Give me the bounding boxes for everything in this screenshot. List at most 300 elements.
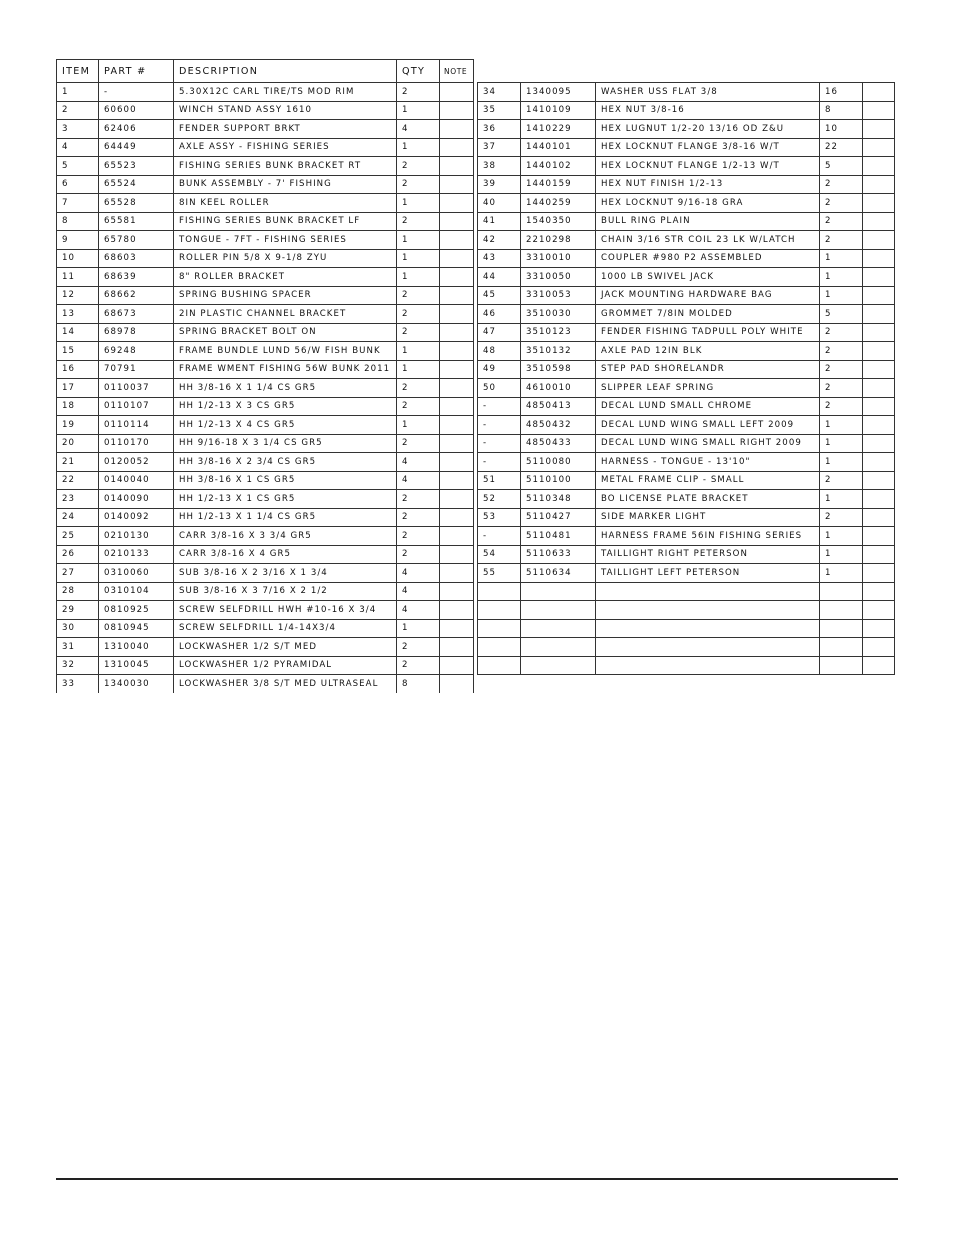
qty-cell: 2 (397, 305, 440, 324)
table-row (57, 508, 474, 527)
item-cell: 19 (57, 416, 99, 435)
note-cell (863, 157, 895, 176)
description-cell: CARR 3/8-16 X 4 GR5 (174, 545, 397, 564)
note-cell (440, 582, 474, 601)
qty-cell: 2 (820, 323, 863, 342)
part-number-cell: 1410109 (521, 101, 596, 120)
description-cell: ROLLER PIN 5/8 X 9-1/8 ZYU (174, 249, 397, 268)
description-cell: LOCKWASHER 1/2 PYRAMIDAL (174, 656, 397, 675)
description-cell: DECAL LUND WING SMALL LEFT 2009 (596, 416, 820, 435)
table-row (478, 527, 895, 546)
description-cell (596, 582, 820, 601)
header-item: ITEM (57, 60, 99, 83)
qty-cell: 4 (397, 471, 440, 490)
qty-cell: 2 (820, 508, 863, 527)
part-number-cell (521, 601, 596, 620)
item-cell (478, 619, 521, 638)
part-number-cell: 68978 (99, 323, 174, 342)
qty-cell: 2 (397, 212, 440, 231)
item-cell: 7 (57, 194, 99, 213)
table-row (57, 231, 474, 250)
part-number-cell: 0110114 (99, 416, 174, 435)
description-cell: LOCKWASHER 1/2 S/T MED (174, 638, 397, 657)
description-cell: SCREW SELFDRILL HWH #10-16 X 3/4 (174, 601, 397, 620)
part-number-cell: 1310045 (99, 656, 174, 675)
part-number-cell: 60600 (99, 101, 174, 120)
item-cell: 17 (57, 379, 99, 398)
qty-cell: 2 (397, 286, 440, 305)
item-cell (478, 601, 521, 620)
part-number-cell: 0120052 (99, 453, 174, 472)
part-number-cell: 3310050 (521, 268, 596, 287)
note-cell (863, 564, 895, 583)
table-row (478, 453, 895, 472)
note-cell (863, 638, 895, 657)
qty-cell: 5 (820, 157, 863, 176)
note-cell (863, 490, 895, 509)
note-cell (440, 194, 474, 213)
note-cell (440, 379, 474, 398)
description-cell: HEX LOCKNUT 9/16-18 GRA (596, 194, 820, 213)
qty-cell: 8 (820, 101, 863, 120)
table-row (57, 471, 474, 490)
description-cell: FENDER FISHING TADPULL POLY WHITE (596, 323, 820, 342)
item-cell: 3 (57, 120, 99, 139)
part-number-cell: - (99, 83, 174, 102)
qty-cell: 2 (820, 175, 863, 194)
qty-cell: 2 (397, 527, 440, 546)
item-cell (478, 656, 521, 675)
part-number-cell: 62406 (99, 120, 174, 139)
item-cell: 46 (478, 305, 521, 324)
item-cell: 44 (478, 268, 521, 287)
item-cell: 22 (57, 471, 99, 490)
table-row (478, 619, 895, 638)
item-cell: 41 (478, 212, 521, 231)
table-row (57, 416, 474, 435)
qty-cell: 1 (397, 231, 440, 250)
table-row (478, 471, 895, 490)
qty-cell: 4 (397, 120, 440, 139)
note-cell (863, 194, 895, 213)
item-cell: 35 (478, 101, 521, 120)
qty-cell: 1 (820, 453, 863, 472)
part-number-cell: 69248 (99, 342, 174, 361)
part-number-cell: 0310060 (99, 564, 174, 583)
note-cell (863, 83, 895, 102)
qty-cell: 2 (820, 379, 863, 398)
description-cell (596, 638, 820, 657)
description-cell: LOCKWASHER 3/8 S/T MED ULTRASEAL (174, 675, 397, 694)
part-number-cell: 1540350 (521, 212, 596, 231)
part-number-cell (521, 638, 596, 657)
qty-cell: 2 (397, 545, 440, 564)
description-cell: HH 1/2-13 X 4 CS GR5 (174, 416, 397, 435)
qty-cell (820, 619, 863, 638)
item-cell: 42 (478, 231, 521, 250)
qty-cell (820, 582, 863, 601)
note-cell (440, 157, 474, 176)
description-cell: HEX LUGNUT 1/2-20 13/16 OD Z&U (596, 120, 820, 139)
table-row (57, 638, 474, 657)
note-cell (863, 286, 895, 305)
description-cell: DECAL LUND SMALL CHROME (596, 397, 820, 416)
table-row (57, 101, 474, 120)
table-row (478, 379, 895, 398)
item-cell: 45 (478, 286, 521, 305)
part-number-cell: 2210298 (521, 231, 596, 250)
qty-cell: 2 (820, 231, 863, 250)
part-number-cell: 68662 (99, 286, 174, 305)
item-cell: 47 (478, 323, 521, 342)
part-number-cell: 3310010 (521, 249, 596, 268)
table-row (478, 231, 895, 250)
part-number-cell: 1440259 (521, 194, 596, 213)
item-cell: 10 (57, 249, 99, 268)
qty-cell: 1 (397, 619, 440, 638)
note-cell (440, 120, 474, 139)
note-cell (440, 638, 474, 657)
qty-cell: 2 (820, 342, 863, 361)
part-number-cell (521, 582, 596, 601)
item-cell: 49 (478, 360, 521, 379)
table-row (478, 323, 895, 342)
part-number-cell: 3310053 (521, 286, 596, 305)
qty-cell: 1 (397, 360, 440, 379)
description-cell: HARNESS FRAME 56IN FISHING SERIES (596, 527, 820, 546)
part-number-cell: 65523 (99, 157, 174, 176)
item-cell: 37 (478, 138, 521, 157)
note-cell (863, 453, 895, 472)
table-row (57, 360, 474, 379)
part-number-cell: 0210133 (99, 545, 174, 564)
part-number-cell: 1440102 (521, 157, 596, 176)
page-footer-rule (56, 1178, 898, 1180)
item-cell: 30 (57, 619, 99, 638)
description-cell: HH 3/8-16 X 1 CS GR5 (174, 471, 397, 490)
note-cell (440, 508, 474, 527)
note-cell (863, 323, 895, 342)
note-cell (863, 342, 895, 361)
item-cell: 4 (57, 138, 99, 157)
table-row (478, 83, 895, 102)
note-cell (440, 268, 474, 287)
description-cell: SPRING BRACKET BOLT ON (174, 323, 397, 342)
description-cell: 1000 LB SWIVEL JACK (596, 268, 820, 287)
note-cell (440, 286, 474, 305)
note-cell (440, 175, 474, 194)
table-row (478, 545, 895, 564)
description-cell: HH 9/16-18 X 3 1/4 CS GR5 (174, 434, 397, 453)
item-cell: 36 (478, 120, 521, 139)
table-row (57, 323, 474, 342)
description-cell: FISHING SERIES BUNK BRACKET LF (174, 212, 397, 231)
part-number-cell: 0210130 (99, 527, 174, 546)
note-cell (440, 527, 474, 546)
part-number-cell: 4850413 (521, 397, 596, 416)
part-number-cell: 1340095 (521, 83, 596, 102)
description-cell: SIDE MARKER LIGHT (596, 508, 820, 527)
qty-cell: 1 (820, 268, 863, 287)
note-cell (863, 434, 895, 453)
item-cell: 14 (57, 323, 99, 342)
part-number-cell: 64449 (99, 138, 174, 157)
description-cell: 8" ROLLER BRACKET (174, 268, 397, 287)
parts-table-left (56, 59, 474, 693)
description-cell: BUNK ASSEMBLY - 7' FISHING (174, 175, 397, 194)
item-cell: 5 (57, 157, 99, 176)
description-cell: SPRING BUSHING SPACER (174, 286, 397, 305)
table-row (57, 582, 474, 601)
part-number-cell: 0810925 (99, 601, 174, 620)
qty-cell: 2 (820, 471, 863, 490)
note-cell (863, 508, 895, 527)
table-row (57, 453, 474, 472)
note-cell (440, 453, 474, 472)
qty-cell: 4 (397, 564, 440, 583)
note-cell (863, 231, 895, 250)
qty-cell: 1 (397, 416, 440, 435)
qty-cell: 2 (397, 638, 440, 657)
note-cell (863, 397, 895, 416)
qty-cell: 1 (397, 138, 440, 157)
header-note: NOTE (440, 60, 474, 83)
qty-cell: 2 (397, 157, 440, 176)
part-number-cell: 0310104 (99, 582, 174, 601)
table-row (57, 527, 474, 546)
part-number-cell: 65581 (99, 212, 174, 231)
header-qty: QTY (397, 60, 440, 83)
table-row (57, 305, 474, 324)
item-cell: 28 (57, 582, 99, 601)
part-number-cell (521, 619, 596, 638)
part-number-cell: 65780 (99, 231, 174, 250)
item-cell: 12 (57, 286, 99, 305)
item-cell: 25 (57, 527, 99, 546)
qty-cell: 1 (397, 101, 440, 120)
description-cell: TAILLIGHT RIGHT PETERSON (596, 545, 820, 564)
part-number-cell: 5110633 (521, 545, 596, 564)
description-cell: HEX NUT 3/8-16 (596, 101, 820, 120)
table-row (478, 638, 895, 657)
qty-cell: 2 (820, 194, 863, 213)
item-cell: 2 (57, 101, 99, 120)
note-cell (440, 434, 474, 453)
table-row (57, 379, 474, 398)
table-row (478, 120, 895, 139)
qty-cell: 2 (397, 83, 440, 102)
qty-cell: 4 (397, 582, 440, 601)
note-cell (863, 120, 895, 139)
item-cell: 24 (57, 508, 99, 527)
item-cell: - (478, 527, 521, 546)
description-cell: HH 3/8-16 X 1 1/4 CS GR5 (174, 379, 397, 398)
table-row (478, 101, 895, 120)
part-number-cell: 1440101 (521, 138, 596, 157)
part-number-cell: 1310040 (99, 638, 174, 657)
part-number-cell: 65528 (99, 194, 174, 213)
table-row (57, 434, 474, 453)
description-cell: WASHER USS FLAT 3/8 (596, 83, 820, 102)
item-cell: 43 (478, 249, 521, 268)
item-cell: - (478, 453, 521, 472)
item-cell: - (478, 434, 521, 453)
description-cell: JACK MOUNTING HARDWARE BAG (596, 286, 820, 305)
description-cell: HH 3/8-16 X 2 3/4 CS GR5 (174, 453, 397, 472)
part-number-cell: 4850433 (521, 434, 596, 453)
note-cell (863, 619, 895, 638)
table-row (57, 601, 474, 620)
note-cell (863, 527, 895, 546)
item-cell: 1 (57, 83, 99, 102)
description-cell: FRAME BUNDLE LUND 56/W FISH BUNK (174, 342, 397, 361)
part-number-cell: 4850432 (521, 416, 596, 435)
note-cell (863, 268, 895, 287)
item-cell: 16 (57, 360, 99, 379)
table-row (57, 249, 474, 268)
description-cell: BULL RING PLAIN (596, 212, 820, 231)
part-number-cell: 68673 (99, 305, 174, 324)
description-cell (596, 619, 820, 638)
description-cell: METAL FRAME CLIP - SMALL (596, 471, 820, 490)
table-row (57, 212, 474, 231)
table-row (57, 194, 474, 213)
table-row (57, 83, 474, 102)
item-cell: 50 (478, 379, 521, 398)
table-row (57, 397, 474, 416)
description-cell: HH 1/2-13 X 1 CS GR5 (174, 490, 397, 509)
description-cell: CARR 3/8-16 X 3 3/4 GR5 (174, 527, 397, 546)
note-cell (440, 231, 474, 250)
table-row (478, 305, 895, 324)
part-number-cell: 5110481 (521, 527, 596, 546)
item-cell: 33 (57, 675, 99, 694)
qty-cell: 1 (820, 249, 863, 268)
qty-cell: 2 (397, 508, 440, 527)
table-row (57, 175, 474, 194)
part-number-cell: 0110170 (99, 434, 174, 453)
description-cell: HEX LOCKNUT FLANGE 3/8-16 W/T (596, 138, 820, 157)
note-cell (440, 416, 474, 435)
table-row (478, 194, 895, 213)
description-cell: SCREW SELFDRILL 1/4-14X3/4 (174, 619, 397, 638)
part-number-cell (521, 656, 596, 675)
description-cell: SUB 3/8-16 X 2 3/16 X 1 3/4 (174, 564, 397, 583)
part-number-cell: 5110634 (521, 564, 596, 583)
part-number-cell: 5110348 (521, 490, 596, 509)
item-cell: 18 (57, 397, 99, 416)
note-cell (863, 656, 895, 675)
description-cell: 2IN PLASTIC CHANNEL BRACKET (174, 305, 397, 324)
part-number-cell: 3510598 (521, 360, 596, 379)
description-cell: COUPLER #980 P2 ASSEMBLED (596, 249, 820, 268)
table-header-row (57, 60, 474, 83)
part-number-cell: 0110107 (99, 397, 174, 416)
item-cell: - (478, 416, 521, 435)
qty-cell: 4 (397, 601, 440, 620)
table-row (478, 138, 895, 157)
description-cell: FENDER SUPPORT BRKT (174, 120, 397, 139)
table-row (478, 212, 895, 231)
part-number-cell: 0110037 (99, 379, 174, 398)
parts-list-right (478, 83, 895, 675)
qty-cell (820, 656, 863, 675)
table-row (478, 286, 895, 305)
note-cell (863, 601, 895, 620)
description-cell: TAILLIGHT LEFT PETERSON (596, 564, 820, 583)
note-cell (440, 83, 474, 102)
item-cell: 55 (478, 564, 521, 583)
table-row (57, 268, 474, 287)
note-cell (440, 212, 474, 231)
note-cell (863, 416, 895, 435)
qty-cell: 1 (397, 268, 440, 287)
item-cell: 39 (478, 175, 521, 194)
description-cell: CHAIN 3/16 STR COIL 23 LK W/LATCH (596, 231, 820, 250)
part-number-cell: 5110100 (521, 471, 596, 490)
table-row (57, 342, 474, 361)
description-cell: 5.30X12C CARL TIRE/TS MOD RIM (174, 83, 397, 102)
note-cell (863, 249, 895, 268)
note-cell (440, 101, 474, 120)
qty-cell: 2 (397, 434, 440, 453)
qty-cell: 1 (397, 342, 440, 361)
description-cell: AXLE ASSY - FISHING SERIES (174, 138, 397, 157)
table-row (57, 120, 474, 139)
note-cell (440, 342, 474, 361)
qty-cell: 2 (397, 323, 440, 342)
item-cell: 23 (57, 490, 99, 509)
table-row (57, 138, 474, 157)
note-cell (440, 323, 474, 342)
description-cell: HEX LOCKNUT FLANGE 1/2-13 W/T (596, 157, 820, 176)
note-cell (440, 619, 474, 638)
description-cell (596, 601, 820, 620)
item-cell: 26 (57, 545, 99, 564)
qty-cell: 22 (820, 138, 863, 157)
part-number-cell: 3510132 (521, 342, 596, 361)
description-cell: SLIPPER LEAF SPRING (596, 379, 820, 398)
description-cell: HH 1/2-13 X 1 1/4 CS GR5 (174, 508, 397, 527)
table-row (478, 656, 895, 675)
description-cell: HARNESS - TONGUE - 13'10" (596, 453, 820, 472)
part-number-cell: 0140040 (99, 471, 174, 490)
description-cell: 8IN KEEL ROLLER (174, 194, 397, 213)
description-cell: TONGUE - 7FT - FISHING SERIES (174, 231, 397, 250)
part-number-cell: 0810945 (99, 619, 174, 638)
note-cell (440, 656, 474, 675)
part-number-cell: 1340030 (99, 675, 174, 694)
table-row (478, 360, 895, 379)
description-cell: SUB 3/8-16 X 3 7/16 X 2 1/2 (174, 582, 397, 601)
description-cell: BO LICENSE PLATE BRACKET (596, 490, 820, 509)
qty-cell: 1 (820, 564, 863, 583)
qty-cell: 16 (820, 83, 863, 102)
item-cell: 40 (478, 194, 521, 213)
qty-cell: 2 (397, 656, 440, 675)
qty-cell: 10 (820, 120, 863, 139)
qty-cell: 1 (820, 434, 863, 453)
table-row (478, 175, 895, 194)
description-cell: AXLE PAD 12IN BLK (596, 342, 820, 361)
table-row (57, 656, 474, 675)
part-number-cell: 4610010 (521, 379, 596, 398)
qty-cell: 8 (397, 675, 440, 694)
table-row (57, 490, 474, 509)
note-cell (863, 212, 895, 231)
part-number-cell: 0140090 (99, 490, 174, 509)
note-cell (863, 582, 895, 601)
